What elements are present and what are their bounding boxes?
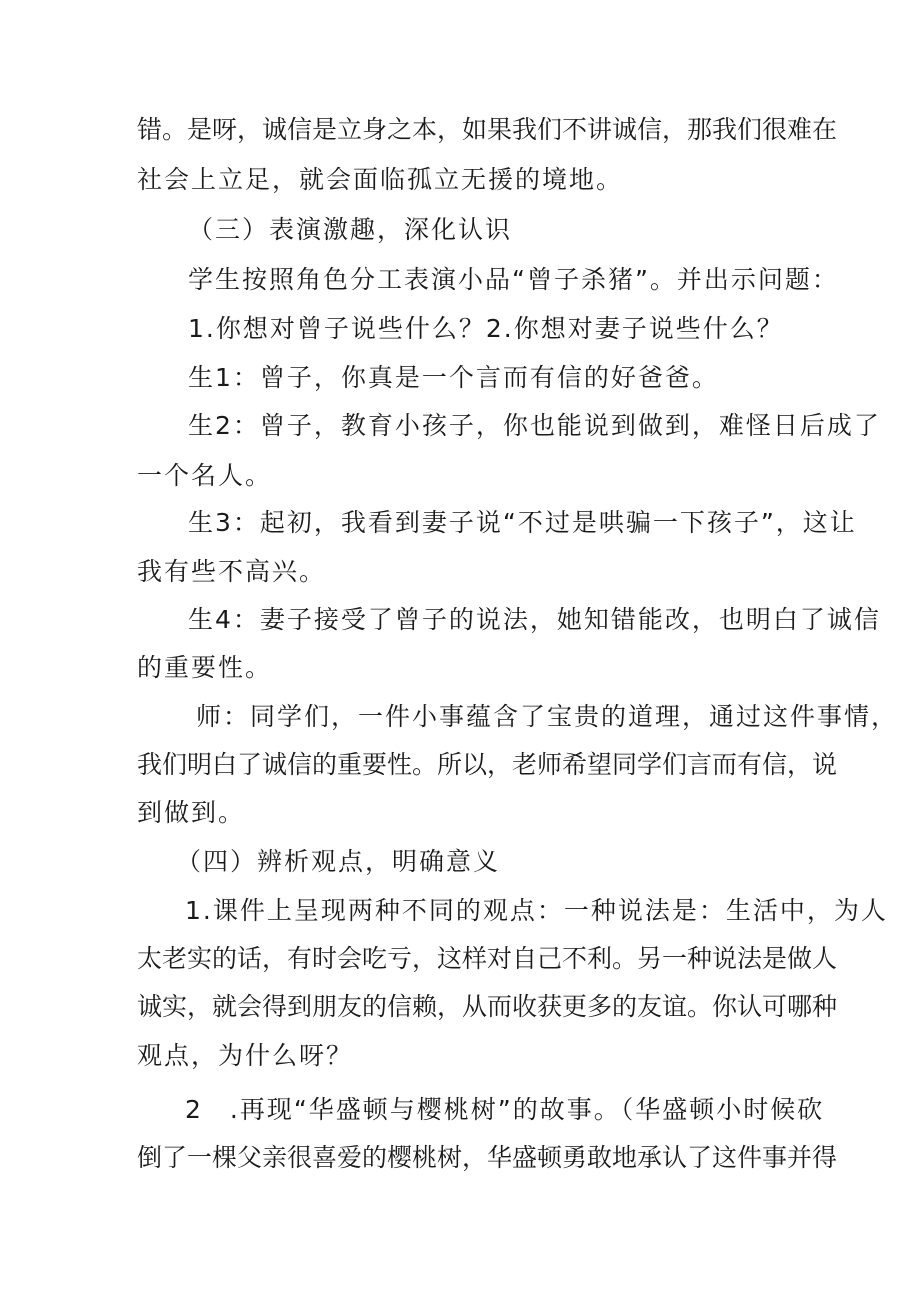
text-line: 2 .再现“华盛顿与樱桃树”的故事。（华盛顿小时候砍	[185, 1095, 825, 1124]
text-line: 我们明白了诚信的重要性。所以，老师希望同学们言而有信，说	[137, 750, 838, 779]
text-line: 生4：妻子接受了曾子的说法，她知错能改，也明白了诚信	[188, 605, 881, 634]
text-line: 观点，为什么呀？	[137, 1041, 354, 1070]
text-line: 倒了一棵父亲很喜爱的樱桃树，华盛顿勇敢地承认了这件事并得	[137, 1143, 838, 1172]
text-line: 一个名人。	[137, 461, 273, 490]
text-line: 学生按照角色分工表演小品“曾子杀猪”。并出示问题：	[188, 265, 839, 294]
text-line: 社会上立足，就会面临孤立无援的境地。	[137, 165, 624, 194]
text-line: 1.你想对曾子说些什么？2.你想对妻子说些什么？	[188, 314, 784, 343]
section-heading: （四）辨析观点，明确意义	[176, 847, 501, 876]
text-line: 我有些不高兴。	[137, 557, 327, 586]
text-line: 生1：曾子，你真是一个言而有信的好爸爸。	[188, 363, 719, 392]
section-heading: （三）表演激趣，深化认识	[188, 215, 513, 244]
text-line: 师：同学们，一件小事蕴含了宝贵的道理，通过这件事情，	[196, 702, 899, 731]
text-line: 的重要性。	[137, 653, 273, 682]
text-line: 到做到。	[137, 798, 246, 827]
text-line: 太老实的话，有时会吃亏，这样对自己不利。另一种说法是做人	[137, 944, 838, 973]
text-line: 生2：曾子，教育小孩子，你也能说到做到，难怪日后成了	[188, 411, 881, 440]
text-line: 1.课件上呈现两种不同的观点：一种说法是：生活中，为人	[185, 896, 888, 925]
text-line: 错。是呀，诚信是立身之本，如果我们不讲诚信，那我们很难在	[137, 115, 838, 144]
text-line: 诚实，就会得到朋友的信赖，从而收获更多的友谊。你认可哪种	[137, 992, 838, 1021]
text-line: 生3：起初，我看到妻子说“不过是哄骗一下孩子”，这让	[188, 508, 857, 537]
